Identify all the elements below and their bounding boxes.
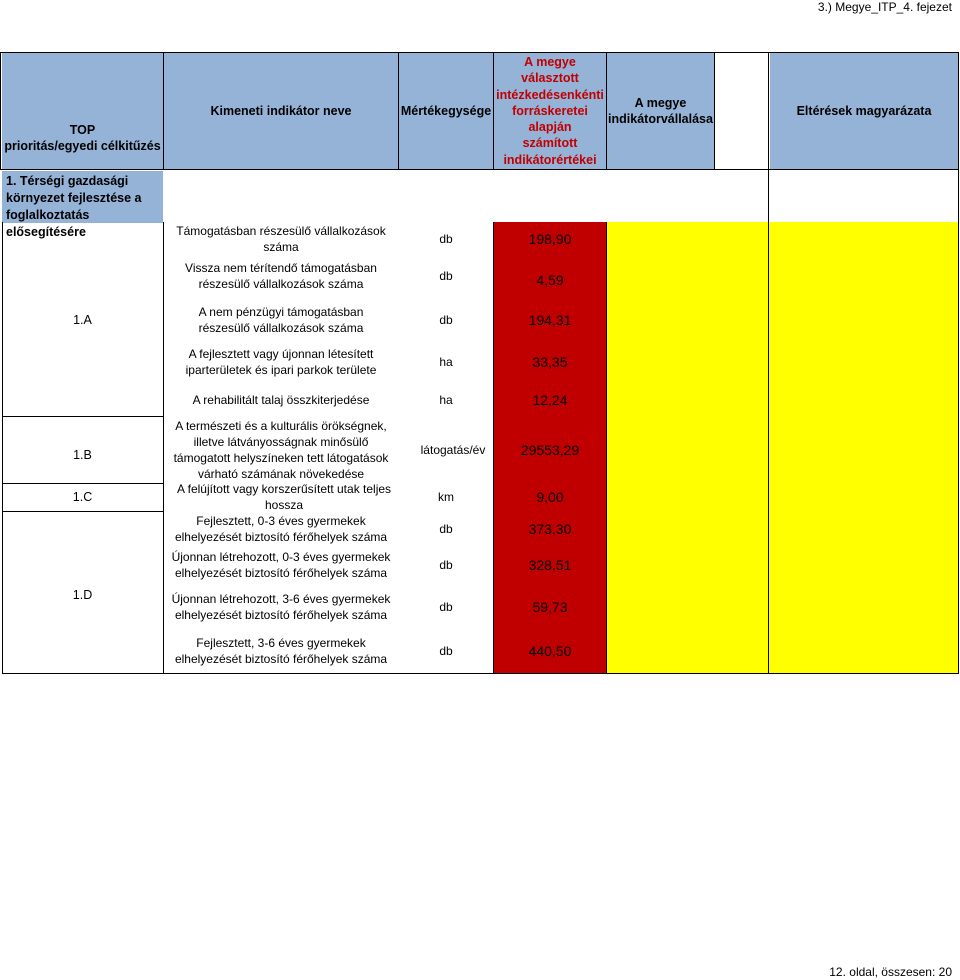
grid-line <box>2 222 3 674</box>
indicator-name: Fejlesztett, 0-3 éves gyermekek elhelyezését biztosító férőhelyek száma <box>174 513 388 544</box>
indicator-unit: km <box>438 489 454 504</box>
header-computed-value <box>494 52 606 170</box>
grid-line <box>0 169 959 170</box>
grid-line <box>2 483 163 484</box>
indicator-value: 4,59 <box>536 271 564 288</box>
indicator-name: A fejlesztett vagy újonnan létesített iparterületek és ipari parkok területe <box>185 346 377 377</box>
indicator-unit: ha <box>439 354 453 369</box>
indicator-name: A nem pénzügyi támogatásban részesülő vállalkozások száma <box>198 304 364 335</box>
grid-line <box>493 222 494 674</box>
indicator-value: 29553,29 <box>520 441 580 458</box>
indicator-unit: látogatás/év <box>420 442 486 457</box>
header-indicator-name: Kimeneti indikátor neve <box>164 52 398 170</box>
indicator-value: 373,30 <box>528 520 572 537</box>
indicator-name: A rehabilitált talaj összkiterjedése <box>192 392 370 407</box>
grid-line <box>958 52 959 674</box>
indicator-value: 328,51 <box>528 556 572 573</box>
indicator-value: 59,73 <box>532 598 568 615</box>
commitment-column <box>607 222 768 674</box>
grid-line <box>768 52 769 674</box>
indicator-unit: db <box>439 599 453 614</box>
indicator-value: 9,00 <box>536 488 564 505</box>
indicator-name: Fejlesztett, 3-6 éves gyermekek elhelyezését biztosító férőhelyek száma <box>174 635 388 666</box>
header-commitment-line2: indikátorvállalása <box>608 112 713 126</box>
grid-line <box>2 511 163 512</box>
indicator-unit: ha <box>439 392 453 407</box>
grid-line <box>163 52 164 170</box>
explanation-column <box>769 222 958 674</box>
indicator-name: Vissza nem térítendő támogatásban részesülő vállalkozások száma <box>185 260 377 291</box>
grid-line <box>714 52 715 170</box>
grid-line <box>2 416 163 417</box>
indicator-value: 33,35 <box>532 353 568 370</box>
header-computed-line2: intézkedésenkénti <box>496 87 604 102</box>
header-computed-line5: indikátorértékei <box>503 152 597 167</box>
header-computed-line1: A megye választott <box>521 55 579 86</box>
header-county-commitment <box>607 52 714 170</box>
header-computed-line4: számított <box>522 136 578 151</box>
header-top-priority <box>2 52 163 170</box>
header-unit: Mértékegysége <box>399 52 493 170</box>
indicator-value: 12,24 <box>532 391 568 408</box>
indicator-unit: db <box>439 521 453 536</box>
group-code-1c: 1.C <box>72 489 93 504</box>
page-footer: 12. oldal, összesen: 20 <box>829 965 952 979</box>
grid-line <box>2 673 959 674</box>
header-deviation-explanation: Eltérések magyarázata <box>770 52 958 170</box>
group-code-1b: 1.B <box>73 447 92 462</box>
grid-line <box>163 222 164 674</box>
indicator-unit: db <box>439 231 453 246</box>
indicator-name: A természeti és a kulturális örökségnek, illetve látványosságnak minősülő támogatott helyszíneken tett látogatások várható számának növekedése <box>173 418 389 482</box>
header-top-priority-line1: TOP <box>69 122 96 137</box>
grid-line <box>398 52 399 170</box>
grid-line <box>0 52 959 53</box>
indicator-unit: db <box>439 643 453 658</box>
grid-line <box>0 52 1 170</box>
indicator-unit: db <box>439 312 453 327</box>
header-computed-line3: forráskeretei alapján <box>512 103 588 135</box>
grid-line <box>493 52 494 170</box>
grid-line <box>606 52 607 170</box>
grid-line <box>606 222 607 674</box>
indicator-name: A felújított vagy korszerűsített utak teljes hossza <box>176 481 392 512</box>
indicator-name: Újonnan létrehozott, 0-3 éves gyermekek elhelyezését biztosító férőhelyek száma <box>171 549 391 580</box>
indicator-value: 440,50 <box>528 642 572 659</box>
group-code-1d: 1.D <box>72 587 93 602</box>
document-title: 3.) Megye_ITP_4. fejezet <box>817 0 952 14</box>
indicator-unit: db <box>439 268 453 283</box>
indicator-value: 194,31 <box>528 311 572 328</box>
indicator-value: 198,90 <box>528 230 572 247</box>
indicator-name: Támogatásban részesülő vállalkozások száma <box>176 223 386 254</box>
header-commitment-line1: A megye <box>634 95 687 110</box>
indicator-unit: db <box>439 557 453 572</box>
section-title: 1. Térségi gazdasági környezet fejlesztése a foglalkoztatás elősegítésére <box>2 171 163 223</box>
indicator-name: Újonnan létrehozott, 3-6 éves gyermekek elhelyezését biztosító férőhelyek száma <box>171 591 391 622</box>
header-top-priority-line2: prioritás/egyedi célkitűzés <box>4 138 161 153</box>
group-code-1a: 1.A <box>73 312 92 327</box>
